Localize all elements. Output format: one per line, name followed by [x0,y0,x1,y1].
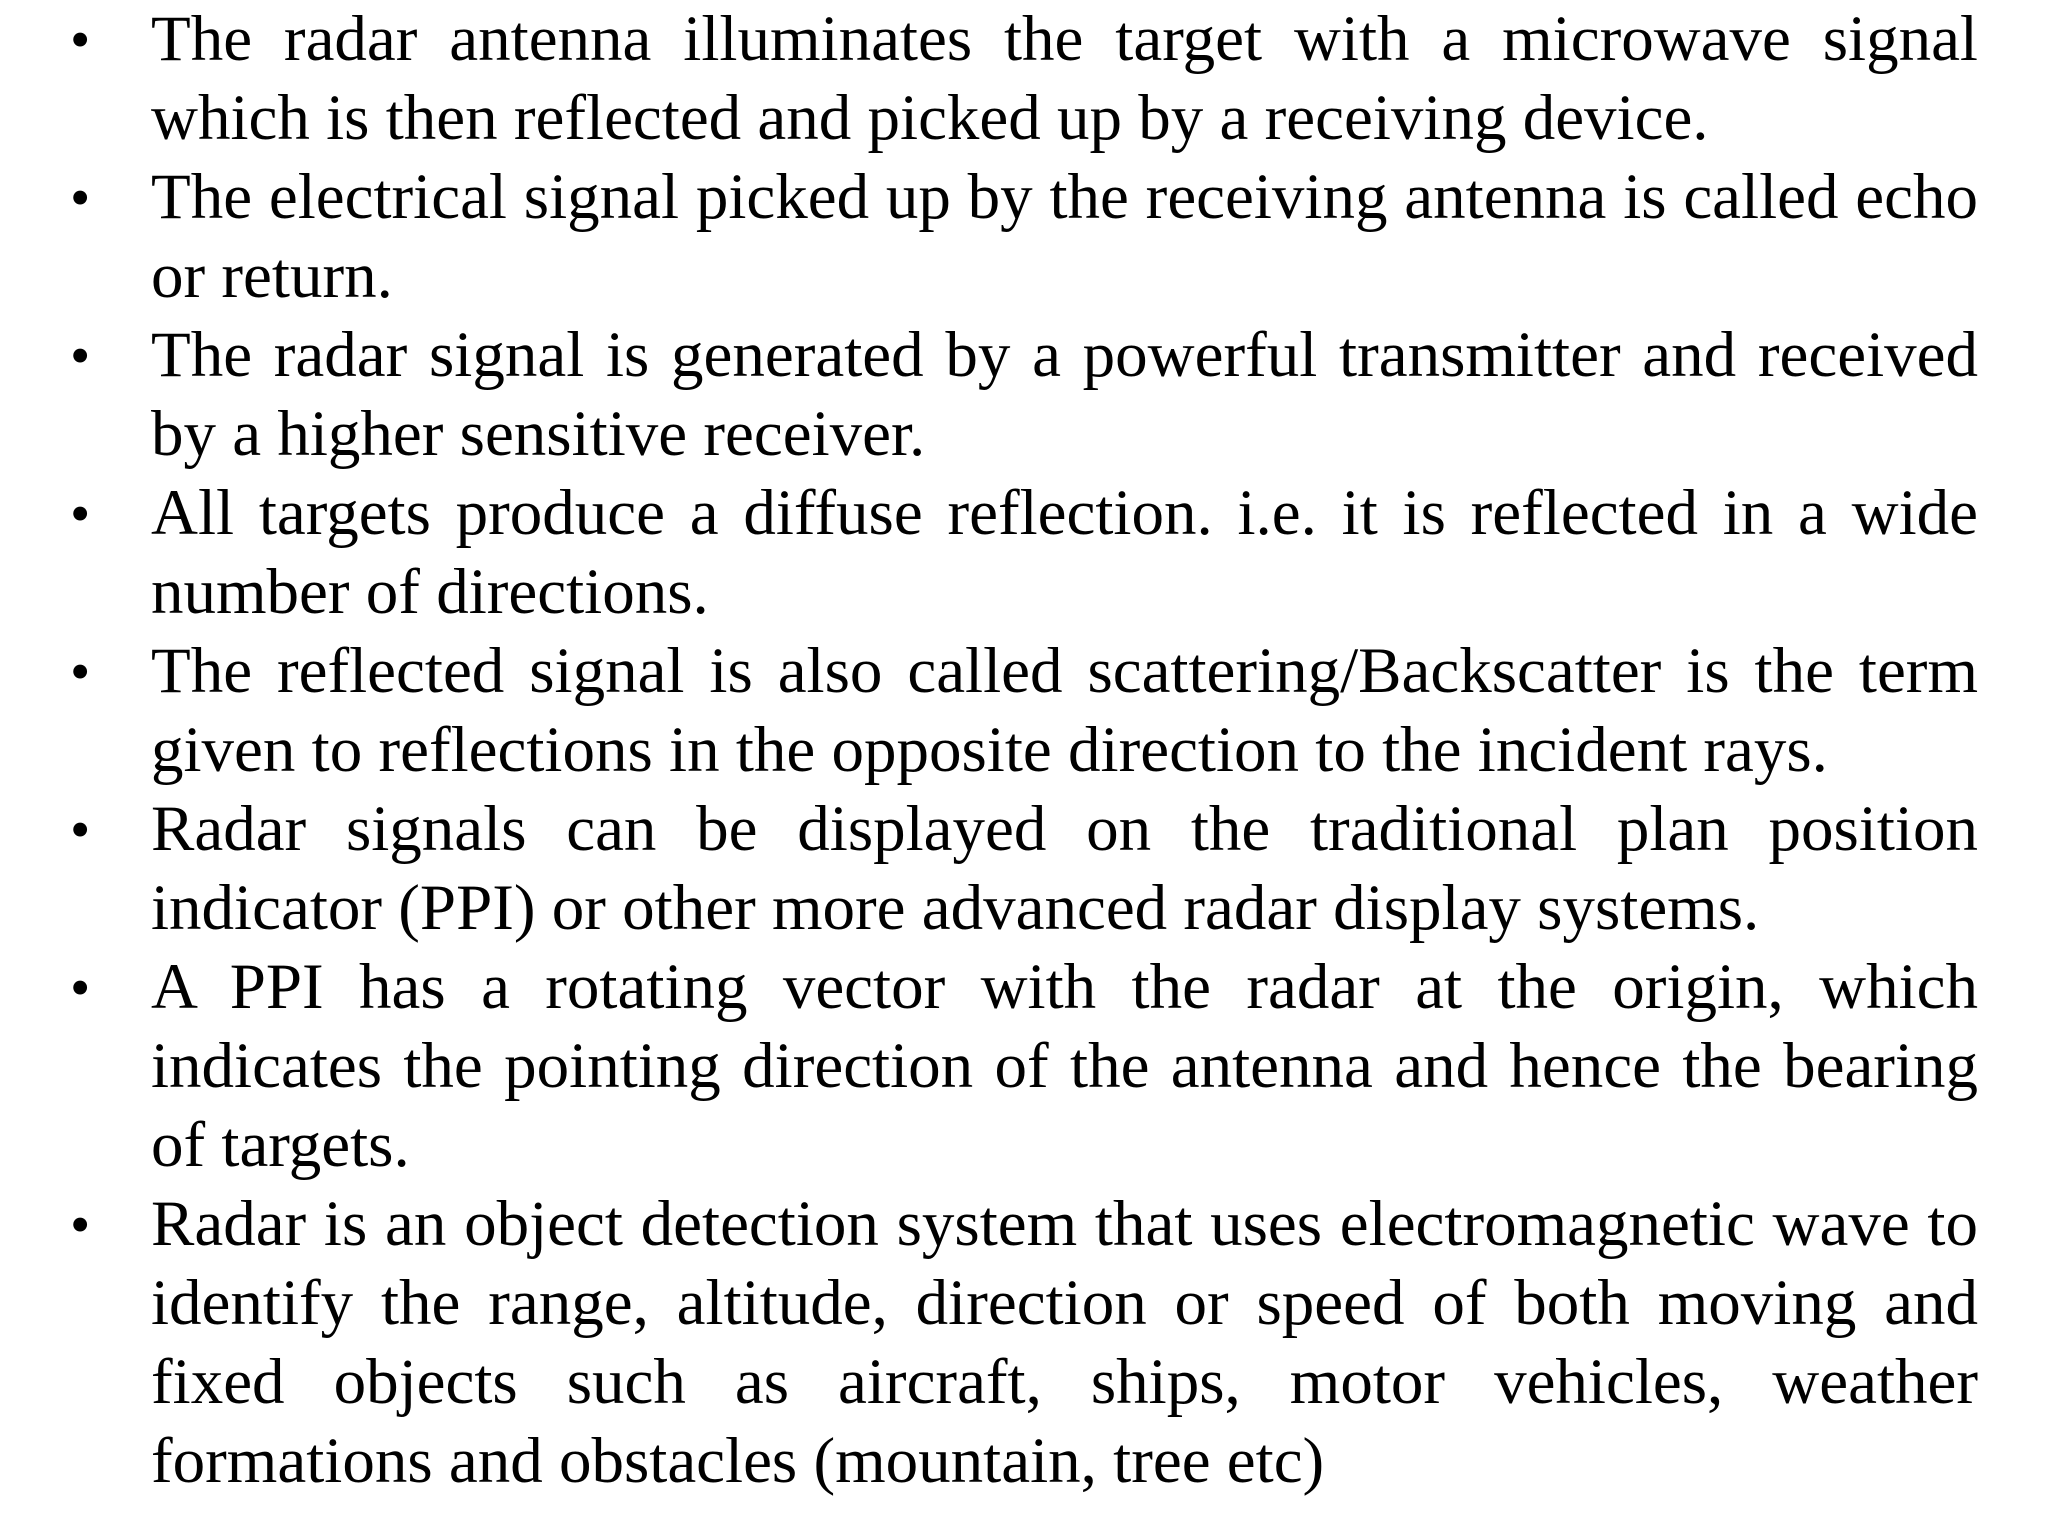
bullet-dot-icon: • [70,323,91,388]
bullet-item [0,1185,2048,1501]
bullet-item [0,316,2048,474]
bullet-dot-icon: • [70,481,91,546]
bullet-dot-icon: • [70,955,91,1020]
bullet-dot-icon: • [70,7,91,72]
bullet-item [0,948,2048,1185]
bullet-text: The radar antenna illuminates the target with a microwave signal which is then reflected and picked up by a receiving device. [151,3,1978,154]
bullet-text: All targets produce a diffuse reflection. i.e. it is reflected in a wide number of directions. [151,477,1978,628]
bullet-text: Radar signals can be displayed on the traditional plan position indicator (PPI) or other more advanced radar display systems. [151,793,1978,944]
bullet-text: The radar signal is generated by a powerful transmitter and received by a higher sensitive receiver. [151,319,1978,470]
bullet-text: The reflected signal is also called scattering/Backscatter is the term given to reflections in the opposite direction to the incident rays. [151,635,1978,786]
bullet-item [0,474,2048,632]
bullet-dot-icon: • [70,797,91,862]
bullet-item [0,0,2048,158]
bullet-dot-icon: • [70,639,91,704]
bullet-dot-icon: • [70,1192,91,1257]
bullet-text: The electrical signal picked up by the receiving antenna is called echo or return. [151,161,1978,312]
bullet-text: Radar is an object detection system that uses electromagnetic wave to identify the range, altitude, direction or speed of both moving and fixed objects such as aircraft, ships, motor vehicles, weather formations and obstacles (mountain, tree etc) [151,1188,1978,1497]
bullet-dot-icon: • [70,165,91,230]
bullet-item [0,632,2048,790]
bullet-item [0,158,2048,316]
bullet-item [0,790,2048,948]
bullet-text: A PPI has a rotating vector with the radar at the origin, which indicates the pointing direction of the antenna and hence the bearing of targets. [151,951,1978,1181]
